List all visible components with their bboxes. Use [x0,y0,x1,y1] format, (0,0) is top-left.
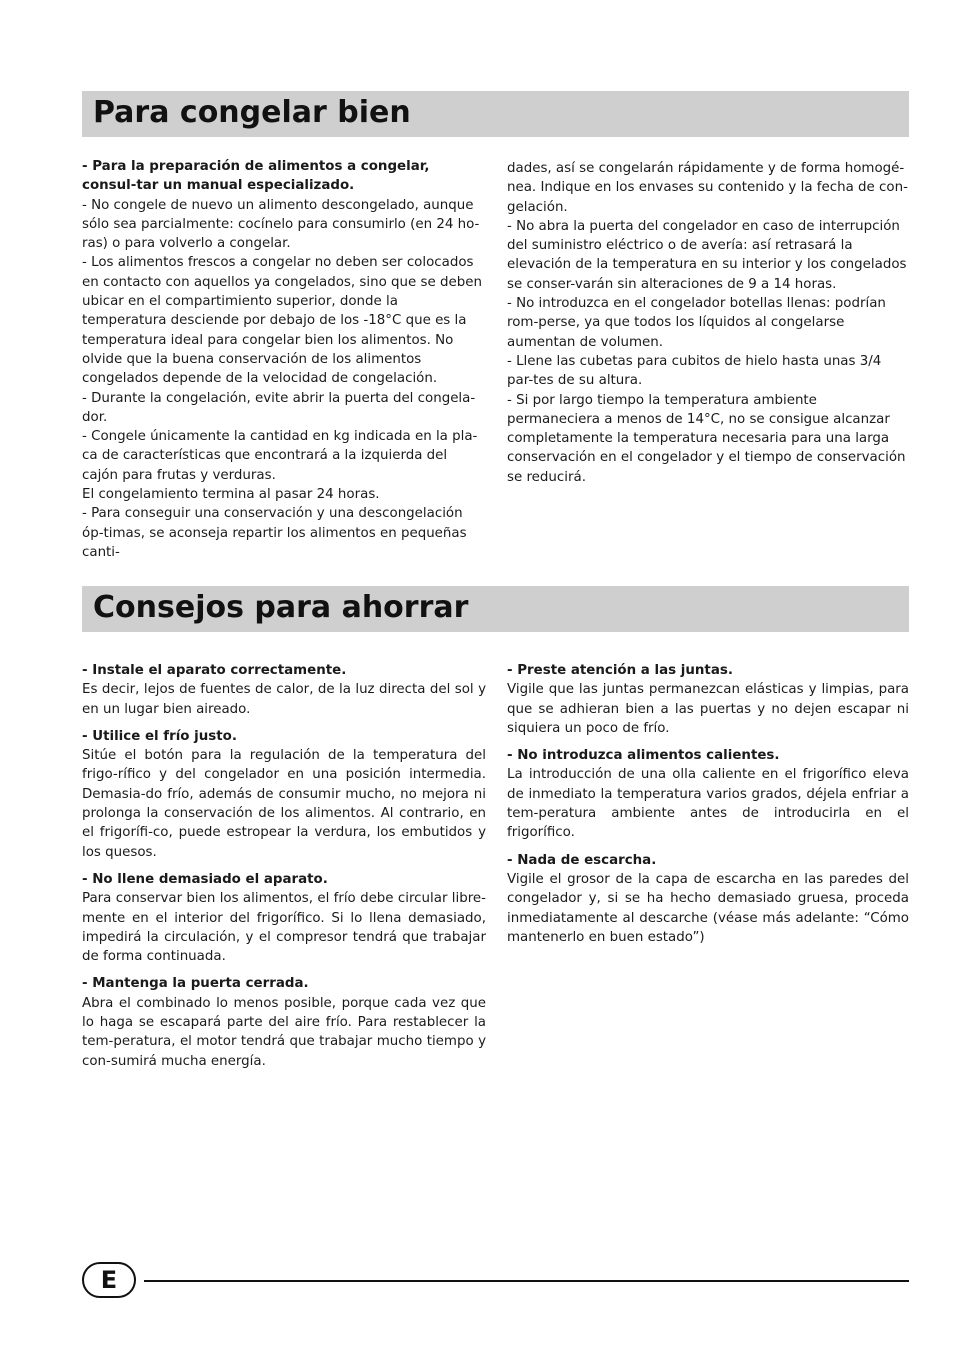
tip-heading: - Nada de escarcha. [507,852,657,868]
section-header-ahorrar [82,586,909,632]
tip-body: Abra el combinado lo menos posible, porque cada vez que lo haga se escapará parte del aire frío. Para restablecer la tem-peratura, el motor tendrá que trabajar mucho tiempo y con-sumirá mucha energía. [82,995,486,1069]
paragraph: - Durante la congelación, evite abrir la puerta del congela-dor. [82,390,476,425]
paragraph: dades, así se congelarán rápidamente y de forma homogé-nea. Indique en los envases su contenido y la fecha de con-gelación. [507,161,908,215]
tip-block [507,661,909,738]
tip-body: La introducción de una olla caliente en el frigorífico eleva de inmediato la temperatura varios grados, déjela enfriar a tem-peratura ambiente antes de introducirla en el frigorífico. [507,767,909,841]
paragraph: - No introduzca en el congelador botellas llenas: podrían rom-perse, ya que todos los líquidos al congelarse aumentan de volumen. [507,296,886,350]
ahorrar-right-column [507,661,909,955]
tip-body: Vigile el grosor de la capa de escarcha en las paredes del congelador y, si se ha hecho demasiado gruesa, proceda inmediatamente al descarche (véase más adelante: “Cómo mantenerlo en buen estado”) [507,871,909,945]
tip-heading: - Instale el aparato correctamente. [82,663,347,678]
tip-heading: - Preste atención a las juntas. [507,663,733,678]
tip-block [82,661,486,719]
tip-heading: - Utilice el frío justo. [82,728,237,744]
tip-block [82,727,486,862]
tip-block [507,851,909,947]
language-badge [82,1262,136,1298]
tip-body: Sitúe el botón para la regulación de la temperatura del frigo-rífico y del congelador en una posición intermedia. Demasia-do frío, además de consumir mucho, no mejora ni prolonga la conservación de los alimentos. Al contrario, en el frigorífi-co, puede estropear la verdura, los embutidos y los quesos. [82,748,486,860]
paragraph: - No congele de nuevo un alimento descongelado, aunque sólo sea parcialmente: cocínelo para consumirlo (en 24 ho-ras) o para volverlo a congelar. [82,197,480,252]
tip-body: Es decir, lejos de fuentes de calor, de la luz directa del sol y en un lugar bien aireado. [82,682,486,717]
tip-body: Para conservar bien los alimentos, el frío debe circular libre-mente en el interior del frigorífico. Si lo llena demasiado, impedirá la circulación, y el compresor tendrá que trabajar de forma continuada. [82,891,486,965]
congelar-right-column [507,159,911,487]
tip-body: Vigile que las juntas permanezcan elásticas y limpias, para que se adhieran bien a las puertas y no dejen escapar ni siquiera un poco de frío. [507,682,909,736]
ahorrar-left-column [82,661,486,1079]
tip-heading: - Mantenga la puerta cerrada. [82,976,309,992]
tip-heading: - No llene demasiado el aparato. [82,871,328,887]
paragraph: - Para conseguir una conservación y una descongelación óp-timas, se aconseja repartir los alimentos en pequeñas canti- [82,506,467,560]
congelar-left-column [82,157,486,562]
tip-block [82,870,486,966]
paragraph: - Los alimentos frescos a congelar no deben ser colocados en contacto con aquellos ya congelados, sino que se deben ubicar en el compartimiento superior, donde la temperatura desciende por debajo de los -18°C que es la temperatura ideal para congelar bien los alimentos. No olvide que la buena conservación de los alimentos congelados depende de la velocidad de congelación. [82,255,482,387]
section-header-congelar [82,91,909,137]
paragraph: - Si por largo tiempo la temperatura ambiente permaneciera a menos de 14°C, no se consigue alcanzar completamente la temperatura necesaria para una larga conservación en el congelador y el tiempo de conservación se reducirá. [507,392,906,485]
section-title: Consejos para ahorrar [93,590,469,625]
tip-heading: - No introduzca alimentos calientes. [507,748,780,764]
footer-divider [144,1280,909,1282]
paragraph: - Llene las cubetas para cubitos de hielo hasta unas 3/4 par-tes de su altura. [507,353,882,389]
section-title: Para congelar bien [93,95,411,130]
tip-block [507,746,909,842]
paragraph: - No abra la puerta del congelador en caso de interrupción del suministro eléctrico o de avería: así retrasará la elevación de la temperatura en su interior y los congelados se conser-varán sin alteraciones de 9 a 14 horas. [507,218,907,292]
paragraph: - Congele únicamente la cantidad en kg indicada en la pla-ca de características que encontrará a la izquierda del cajón para frutas y verduras. [82,429,478,483]
tip-block [82,974,486,1070]
paragraph: El congelamiento termina al pasar 24 horas. [82,487,380,503]
paragraph: - Para la preparación de alimentos a congelar, consul-tar un manual especializado. [82,159,430,194]
language-badge-label: E [100,1266,118,1294]
